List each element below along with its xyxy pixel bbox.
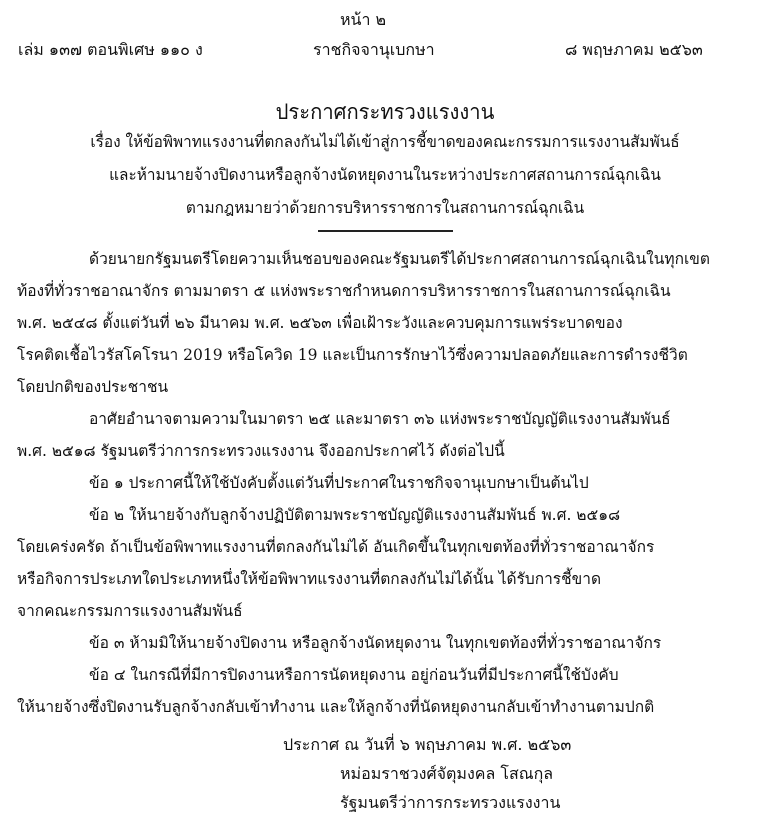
gazette-date: ๘ พฤษภาคม ๒๕๖๓	[565, 40, 703, 59]
body-line: ข้อ ๒ ให้นายจ้างกับลูกจ้างปฏิบัติตามพระราชบัญญัติแรงงานสัมพันธ์ พ.ศ. ๒๕๑๘	[89, 506, 621, 524]
document-title: ประกาศกระทรวงแรงงาน	[275, 100, 495, 124]
title-divider	[318, 230, 453, 232]
body-line: อาศัยอำนาจตามความในมาตรา ๒๕ และมาตรา ๓๖ แห่งพระราชบัญญัติแรงงานสัมพันธ์	[89, 410, 671, 428]
body-line: ท้องที่ทั่วราชอาณาจักร ตามมาตรา ๕ แห่งพระราชกำหนดการบริหารราชการในสถานการณ์ฉุกเฉิน	[17, 282, 671, 300]
body-line: ข้อ ๓ ห้ามมิให้นายจ้างปิดงาน หรือลูกจ้างนัดหยุดงาน ในทุกเขตท้องที่ทั่วราชอาณาจักร	[89, 634, 662, 652]
gazette-name: ราชกิจจานุเบกษา	[313, 40, 435, 59]
body-line: ด้วยนายกรัฐมนตรีโดยความเห็นชอบของคณะรัฐมนตรีได้ประกาศสถานการณ์ฉุกเฉินในทุกเขต	[89, 250, 710, 268]
volume-issue: เล่ม ๑๓๗ ตอนพิเศษ ๑๑๐ ง	[18, 40, 203, 59]
body-line: หรือกิจการประเภทใดประเภทหนึ่งให้ข้อพิพาทแรงงานที่ตกลงกันไม่ได้นั้น ได้รับการชี้ขาด	[17, 570, 602, 588]
body-line: โรคติดเชื้อไวรัสโคโรนา 2019 หรือโควิด 19 และเป็นการรักษาไว้ซึ่งความปลอดภัยและการดำรงชีวิต	[17, 346, 688, 364]
page-number: หน้า ๒	[340, 10, 387, 29]
body-line: จากคณะกรรมการแรงงานสัมพันธ์	[17, 602, 243, 620]
signatory-position: รัฐมนตรีว่าการกระทรวงแรงงาน	[340, 793, 561, 812]
subject-line: เรื่อง ให้ข้อพิพาทแรงงานที่ตกลงกันไม่ได้เข้าสู่การชี้ขาดของคณะกรรมการแรงงานสัมพันธ์	[90, 132, 680, 151]
body-line: ข้อ ๑ ประกาศนี้ให้ใช้บังคับตั้งแต่วันที่ประกาศในราชกิจจานุเบกษาเป็นต้นไป	[89, 474, 589, 492]
body-line: ให้นายจ้างซึ่งปิดงานรับลูกจ้างกลับเข้าทำงาน และให้ลูกจ้างที่นัดหยุดงานกลับเข้าทำงานตามปกติ	[17, 698, 655, 716]
announcement-date: ประกาศ ณ วันที่ ๖ พฤษภาคม พ.ศ. ๒๕๖๓	[283, 735, 572, 754]
body-line: พ.ศ. ๒๕๔๘ ตั้งแต่วันที่ ๒๖ มีนาคม พ.ศ. ๒๕๖๓ เพื่อเฝ้าระวังและควบคุมการแพร่ระบาดของ	[17, 314, 623, 332]
subject-line: ตามกฎหมายว่าด้วยการบริหารราชการในสถานการณ์ฉุกเฉิน	[185, 198, 585, 217]
body-line: โดยเคร่งครัด ถ้าเป็นข้อพิพาทแรงงานที่ตกลงกันไม่ได้ อันเกิดขึ้นในทุกเขตท้องที่ทั่วราชอาณาจักร	[17, 538, 655, 556]
body-line: ข้อ ๔ ในกรณีที่มีการปิดงานหรือการนัดหยุดงาน อยู่ก่อนวันที่มีประกาศนี้ใช้บังคับ	[89, 666, 619, 684]
body-line: พ.ศ. ๒๕๑๘ รัฐมนตรีว่าการกระทรวงแรงงาน จึงออกประกาศไว้ ดังต่อไปนี้	[17, 442, 505, 460]
signatory-name: หม่อมราชวงศ์จัตุมงคล โสณกุล	[340, 764, 554, 783]
announcement-body	[17, 243, 751, 723]
body-line: โดยปกติของประชาชน	[17, 378, 169, 396]
subject-line: และห้ามนายจ้างปิดงานหรือลูกจ้างนัดหยุดงานในระหว่างประกาศสถานการณ์ฉุกเฉิน	[109, 165, 661, 184]
